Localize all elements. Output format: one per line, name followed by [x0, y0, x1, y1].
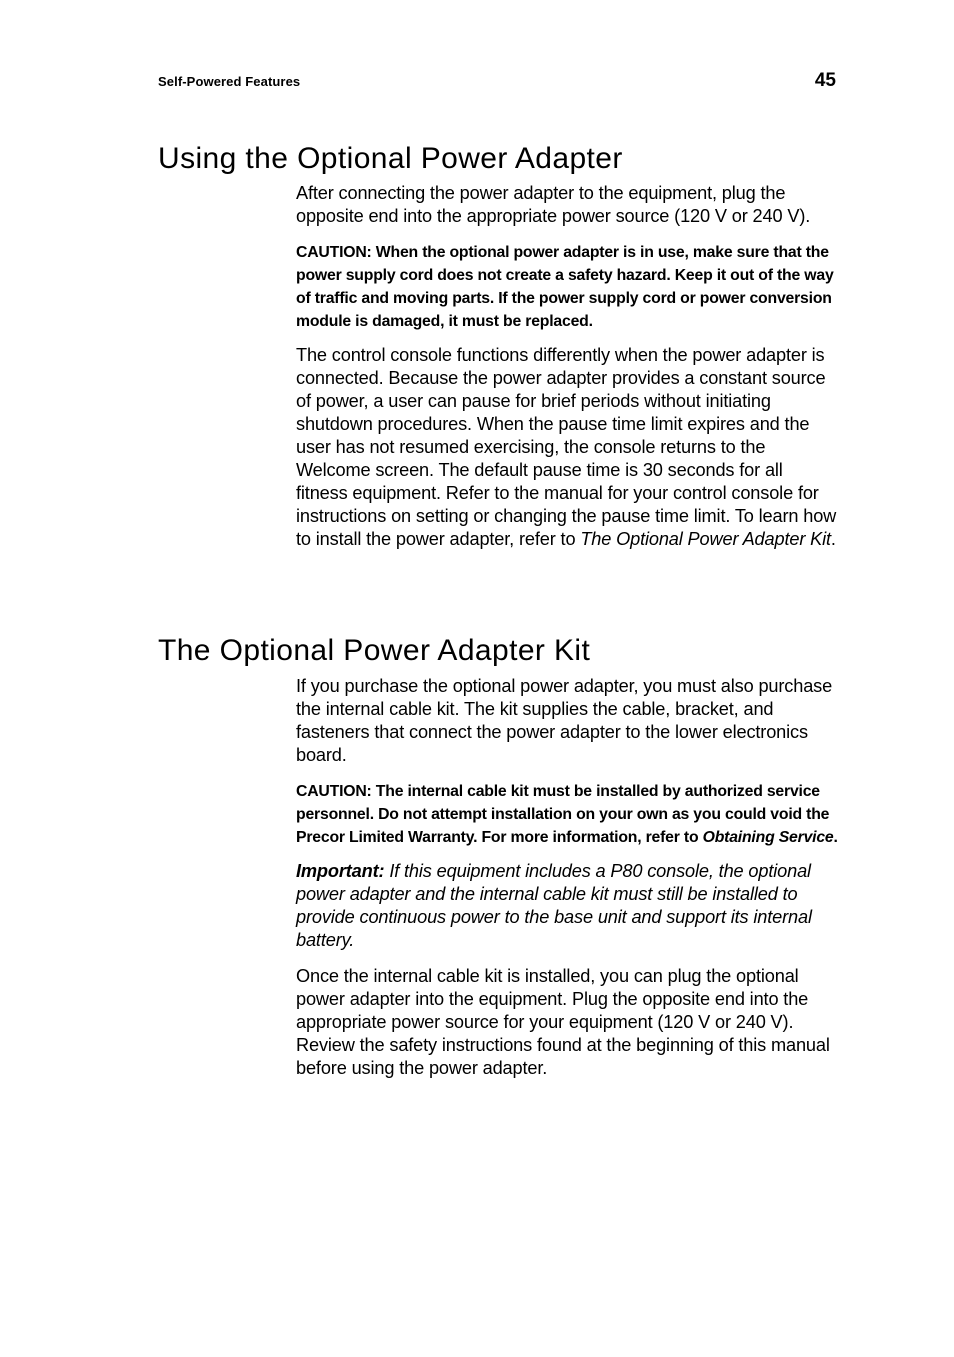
cross-reference: Obtaining Service — [702, 829, 834, 846]
caution-note: CAUTION: When the optional power adapter is in use, make sure that the power supply cord does not create a safety hazard. Keep it out of the way of traffic and moving parts. If the power supply cord or power conversion module is damaged, it must be replaced. — [296, 244, 834, 330]
section-title-using-adapter: Using the Optional Power Adapter — [158, 142, 623, 175]
important-label: Important: — [296, 861, 385, 881]
section-title-adapter-kit: The Optional Power Adapter Kit — [158, 634, 591, 667]
section-body-adapter-kit — [296, 675, 838, 1093]
caution-text: CAUTION: The internal cable kit must be installed by authorized service personnel. Do not attempt installation on your own as you could void the Precor Limited Warranty. For more information, refer to — [296, 783, 830, 846]
paragraph: After connecting the power adapter to the equipment, plug the opposite end into the appropriate power source (120 V or 240 V). — [296, 183, 811, 226]
paragraph — [296, 344, 838, 551]
paragraph: Once the internal cable kit is installed, you can plug the optional power adapter into the equipment. Plug the opposite end into the appropriate power source for your equipment (120 V or 240 V). Review the safety instructions found at the beginning of this manual before using the power adapter. — [296, 966, 830, 1078]
caution-end: . — [833, 829, 838, 846]
caution-note — [296, 780, 838, 849]
cross-reference: The Optional Power Adapter Kit — [580, 529, 831, 549]
section-body-using-adapter — [296, 182, 838, 564]
page-number: 45 — [814, 70, 836, 91]
paragraph: If you purchase the optional power adapter, you must also purchase the internal cable kit. The kit supplies the cable, bracket, and fasteners that connect the power adapter to the lower electronics board. — [296, 676, 833, 765]
important-text: If this equipment includes a P80 console, the optional power adapter and the internal cable kit must still be installed to provide continuous power to the base unit and support its internal battery. — [296, 861, 812, 950]
paragraph-text: The control console functions differently when the power adapter is connected. Because the power adapter provides a constant source of power, a user can pause for brief periods without initiating shutdown procedures. When the pause time limit expires and the user has not resumed exercising, the console returns to the Welcome screen. The default pause time is 30 seconds for all fitness equipment. Refer to the manual for your control console for instructions on setting or changing the pause time limit. To learn how to install the power adapter, refer to — [296, 345, 837, 549]
important-note — [296, 860, 838, 952]
paragraph-end: . — [830, 529, 836, 549]
running-header: Self-Powered Features — [158, 74, 301, 89]
